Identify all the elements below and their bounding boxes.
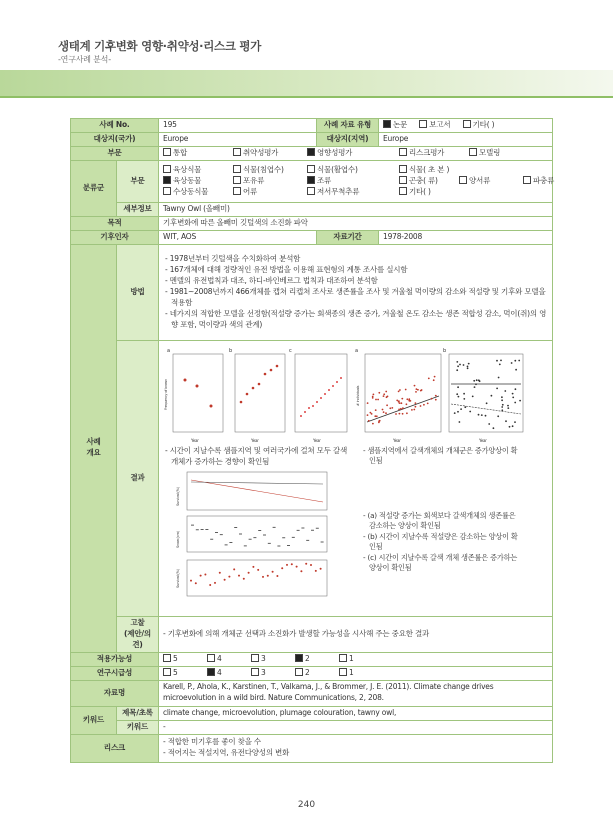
applicability-option[interactable]: 3 [251, 654, 295, 665]
point [372, 423, 374, 425]
survival-2-frame [187, 560, 327, 596]
dept-options [159, 147, 553, 161]
point [472, 396, 474, 398]
panel-big-a-frame [365, 354, 441, 432]
point [368, 420, 370, 422]
result-label: 결과 [117, 341, 159, 617]
class-option[interactable]: 포유류 [233, 176, 307, 187]
point [382, 409, 384, 411]
point [401, 398, 403, 400]
point [386, 396, 388, 398]
point [238, 574, 240, 576]
point [340, 377, 342, 379]
region-area-value: Europe [379, 133, 553, 147]
dept-option[interactable]: 모델링 [469, 148, 529, 159]
point [399, 389, 401, 391]
dept-option[interactable]: 통합 [163, 148, 233, 159]
period-label: 자료기간 [317, 231, 379, 245]
point [378, 392, 380, 394]
xlabel-year-b: Year [251, 438, 259, 443]
point [420, 390, 422, 392]
point [433, 379, 435, 381]
class-option[interactable]: 파충류 [523, 176, 583, 187]
ylabel-frequency: Frequency of brown [164, 379, 168, 410]
point [463, 393, 465, 395]
period-value: 1978-2008 [379, 231, 553, 245]
type-option[interactable]: 보고서 [419, 120, 450, 131]
panel-b-label: b [229, 348, 232, 354]
point [378, 422, 380, 424]
point [420, 405, 422, 407]
page-number: 240 [297, 800, 316, 810]
point [243, 578, 245, 580]
class-option[interactable]: 저서무척추류 [307, 187, 399, 198]
method-line: - 167개체에 대해 정량적인 유전 방법을 이용해 표현형의 계통 조사를 실시함 [165, 265, 408, 275]
point [308, 407, 310, 409]
survival-snow-figure [173, 468, 333, 600]
point [488, 423, 490, 425]
result-right-item: - (a) 적설량 증가는 회색보다 갈색개체의 생존률은 감소하는 양상이 확인됨 [363, 510, 516, 531]
point [434, 376, 436, 378]
panel-c-label: c [289, 348, 292, 354]
point [514, 360, 516, 362]
point [501, 396, 503, 398]
point [184, 379, 187, 382]
point [423, 404, 425, 406]
class-option[interactable]: 식물(활엽수) [307, 165, 399, 176]
reference-label: 자료명 [71, 680, 159, 706]
point [398, 409, 400, 411]
point [427, 403, 429, 405]
point [504, 390, 506, 392]
panel-big-b-frame [449, 354, 523, 432]
point [316, 401, 318, 403]
case-table [70, 118, 553, 763]
result-right-item: - (b) 시간이 지날수록 적설량은 감소하는 양상이 확인됨 [363, 531, 518, 552]
point [486, 402, 488, 404]
point [401, 402, 403, 404]
point [500, 360, 502, 362]
reference-value: Karell, P., Ahola, K., Karstinen, T., Valkama, J., & Brommer, J. E. (2011). Climate change drives microevolution in a wild bird. Nature Communications, 2, 208. [159, 680, 553, 706]
point [376, 415, 378, 417]
point [383, 395, 385, 397]
detail-value: Tawny Owl (올빼미) [159, 203, 553, 217]
point [336, 381, 338, 383]
region-area-label: 대상지(지역) [317, 133, 379, 147]
point [456, 361, 458, 363]
point [493, 427, 495, 429]
point [459, 421, 461, 423]
ylabel-survival-2: Survival (%) [176, 568, 180, 588]
point [371, 413, 373, 415]
point [305, 563, 307, 565]
point [435, 395, 437, 397]
point [373, 394, 375, 396]
point [514, 402, 516, 404]
point [496, 388, 498, 390]
point [270, 369, 273, 372]
class-option[interactable]: 식물(침엽수) [233, 165, 307, 176]
panel-big-b-label: b [443, 348, 446, 354]
point [501, 406, 503, 408]
point [502, 404, 504, 406]
point [497, 415, 499, 417]
purpose-label: 목적 [71, 217, 159, 231]
dept-option[interactable]: 영향성평가 [307, 148, 399, 159]
header-title: 생태계 기후변화 영향·취약성·리스크 평가 [58, 39, 261, 53]
point [512, 425, 514, 427]
point [457, 365, 459, 367]
point [248, 571, 250, 573]
brown-frequency-figure [163, 346, 349, 444]
point [464, 406, 466, 408]
point [367, 414, 369, 416]
point [408, 398, 410, 400]
urgency-option[interactable]: 1 [339, 668, 383, 679]
xlabel-year-a: Year [191, 438, 199, 443]
point [473, 380, 475, 382]
point [456, 369, 458, 371]
point [246, 393, 249, 396]
point [399, 413, 401, 415]
result-text-columns [163, 446, 548, 604]
point [515, 369, 517, 371]
point [209, 584, 211, 586]
point [219, 571, 221, 573]
method-list [159, 245, 553, 341]
point [505, 420, 507, 422]
case-no-value: 195 [159, 119, 317, 133]
point [385, 412, 387, 414]
point [468, 363, 470, 365]
method-line: - 네가지의 적합한 모델을 선정함(적설량 증가는 회색종의 생존 증가, 겨울철 온도 감소는 생존 적합성 감소, 먹이(쥐)의 영향 포함, 먹이량과 색의 관계) [165, 308, 547, 329]
keyword-title-label: 제목/초록 [117, 706, 159, 720]
point [519, 400, 521, 402]
urgency-option[interactable]: 5 [163, 668, 207, 679]
factor-label: 기후인자 [71, 231, 159, 245]
point [435, 399, 437, 401]
point [228, 575, 230, 577]
risk-value [159, 734, 553, 762]
point [190, 579, 192, 581]
panel-big-a-label: a [355, 348, 358, 354]
point [405, 389, 407, 391]
point [467, 367, 469, 369]
point [518, 360, 520, 362]
checkbox-icon [419, 120, 427, 128]
point [264, 373, 267, 376]
point [467, 366, 469, 368]
urgency-option[interactable]: 4 [207, 668, 251, 679]
class-option[interactable]: 식물( 초 본 ) [399, 165, 459, 176]
point [406, 403, 408, 405]
type-option[interactable]: 논문 [383, 120, 407, 131]
applicability-option[interactable]: 1 [339, 654, 383, 665]
point [300, 415, 302, 417]
point [377, 399, 379, 401]
point [501, 409, 503, 411]
point [481, 414, 483, 416]
point [501, 399, 503, 401]
classification-options [159, 161, 553, 203]
class-option[interactable]: 곤충( 류) [399, 176, 459, 187]
case-label: 사례 개요 [71, 245, 117, 653]
point [328, 389, 330, 391]
point [296, 565, 298, 567]
class-option[interactable]: 수상동식물 [163, 187, 233, 198]
checkbox-icon [383, 120, 391, 128]
discussion-value: - 기후변화에 의해 개체군 선택과 소진화가 발생할 가능성을 시사해 주는 중요한 결과 [159, 617, 553, 653]
case-type-options [379, 119, 553, 133]
point [272, 571, 274, 573]
point [375, 409, 377, 411]
point [224, 578, 226, 580]
point [196, 385, 199, 388]
panel-a-label: a [167, 348, 170, 354]
point [240, 401, 243, 404]
point [509, 426, 511, 428]
header-band [0, 70, 613, 96]
point [310, 564, 312, 566]
point [515, 388, 517, 390]
point [391, 407, 393, 409]
ylabel-survival-1: Survival (%) [176, 486, 180, 506]
point [512, 393, 514, 395]
applicability-options [159, 652, 553, 666]
point [276, 365, 279, 368]
point [258, 383, 261, 386]
point [262, 576, 264, 578]
point [389, 407, 391, 409]
urgency-options [159, 666, 553, 680]
point [204, 573, 206, 575]
method-line: - 1978년부터 깃털색을 수치화하여 분석함 [165, 254, 301, 264]
point [252, 566, 254, 568]
discussion-label: 고찰 (제안/의견) [117, 617, 159, 653]
point [511, 362, 513, 364]
header-subtitle: -연구사례 분석- [58, 55, 111, 64]
purpose-value: 기후변화에 따른 올빼미 깃털색의 소진화 파악 [159, 217, 553, 231]
keyword-label: 키워드 [71, 706, 117, 734]
point [414, 385, 416, 387]
point [304, 411, 306, 413]
point [428, 378, 430, 380]
point [415, 402, 417, 404]
point [454, 412, 456, 414]
point [406, 412, 408, 414]
point [395, 413, 397, 415]
region-country-value: Europe [159, 133, 317, 147]
point [383, 411, 385, 413]
point [367, 402, 369, 404]
region-country-label: 대상지(국가) [71, 133, 159, 147]
page-header [0, 0, 613, 98]
classification-sub-label: 부문 [117, 161, 159, 203]
point [478, 414, 480, 416]
point [200, 574, 202, 576]
point [400, 408, 402, 410]
point [469, 411, 471, 413]
point [291, 563, 293, 565]
classification-label: 분류군 [71, 161, 117, 217]
snow-frame [187, 516, 327, 552]
point [415, 391, 417, 393]
method-line: - 멘델의 유전법칙과 대조, 하디-바인베르그 법칙과 대조하여 분석함 [165, 276, 378, 286]
point [498, 377, 500, 379]
point [475, 383, 477, 385]
class-option[interactable]: 양서류 [459, 176, 523, 187]
xlabel-year-c: Year [313, 438, 321, 443]
point [252, 387, 255, 390]
applicability-option[interactable]: 5 [163, 654, 207, 665]
point [458, 396, 460, 398]
point [195, 582, 197, 584]
point [402, 413, 404, 415]
method-line: - 1981~2008년까지 466개체를 캡쳐 리캡쳐 조사로 생존률을 조사 및 겨울철 먹이량의 감소와 적설량 및 기후와 모델을 적용함 [165, 287, 546, 307]
point [214, 582, 216, 584]
xlabel-year-e: Year [479, 438, 487, 443]
point [478, 379, 480, 381]
point [496, 360, 498, 362]
point [459, 364, 461, 366]
class-option[interactable]: 어류 [233, 187, 307, 198]
panel-c-frame [295, 354, 347, 432]
result-right [361, 446, 521, 604]
header-band-line [0, 96, 613, 98]
point [398, 391, 400, 393]
figure-row [163, 343, 548, 444]
result-left-text: - 시간이 지날수록 샘플지역 및 여러국가에 걸쳐 모두 갈색 개체가 증가하는 경향이 확인됨 [165, 446, 348, 466]
point [463, 398, 465, 400]
point [332, 385, 334, 387]
type-option[interactable]: 기타( ) [463, 120, 495, 131]
point [406, 398, 408, 400]
applicability-option[interactable]: 2 [295, 654, 339, 665]
checkbox-icon [463, 120, 471, 128]
point [411, 409, 413, 411]
ylabel-individuals: # individuals [356, 385, 360, 406]
dept-label: 부문 [71, 147, 159, 161]
point [474, 386, 476, 388]
urgency-option[interactable]: 2 [295, 668, 339, 679]
point [485, 415, 487, 417]
detail-label: 세부정보 [117, 203, 159, 217]
urgency-label: 연구시급성 [71, 666, 159, 680]
point [507, 405, 509, 407]
point [257, 569, 259, 571]
point [281, 567, 283, 569]
point [210, 405, 213, 408]
keyword-title-value: climate change, microevolution, plumage colouration, tawny owl, [159, 706, 553, 720]
point [276, 575, 278, 577]
point [456, 393, 458, 395]
keyword-kw-value: - [159, 720, 553, 734]
xlabel-year-d: Year [393, 438, 401, 443]
factor-value: WIT, AOS [159, 231, 317, 245]
applicability-option[interactable]: 4 [207, 654, 251, 665]
point [457, 386, 459, 388]
method-label: 방법 [117, 245, 159, 341]
point [512, 397, 514, 399]
point [375, 399, 377, 401]
point [415, 406, 417, 408]
point [320, 397, 322, 399]
dept-option[interactable]: 취약성평가 [233, 148, 307, 159]
class-option[interactable]: 조류 [307, 176, 399, 187]
result-right-item: - (c) 시간이 지날수록 갈색 개체 생존률은 증가하는 양상이 확인됨 [363, 552, 518, 573]
keyword-kw-label: 키워드 [117, 720, 159, 734]
urgency-option[interactable]: 3 [251, 668, 295, 679]
point [267, 574, 269, 576]
risk-line: - 적합한 미기후를 좋이 찾을 수 [163, 737, 261, 747]
individuals-figure [355, 346, 525, 444]
class-option[interactable]: 육상식물 [163, 165, 233, 176]
point [413, 409, 415, 411]
risk-line: - 적어지는 적설지역, 유전다양성의 변화 [163, 748, 290, 758]
point [286, 564, 288, 566]
point [463, 364, 465, 366]
point [476, 379, 478, 381]
point [399, 402, 401, 404]
point [417, 389, 419, 391]
point [402, 407, 404, 409]
case-no-label: 사례 No. [71, 119, 159, 133]
applicability-label: 적용가능성 [71, 652, 159, 666]
class-option[interactable]: 육상동물 [163, 176, 233, 187]
point [233, 568, 235, 570]
result-cell [159, 341, 553, 617]
point [315, 570, 317, 572]
point [312, 405, 314, 407]
point [499, 364, 501, 366]
point [320, 568, 322, 570]
point [514, 421, 516, 423]
case-type-label: 사례 자료 유형 [317, 119, 379, 133]
point [457, 411, 459, 413]
risk-label: 리스크 [71, 734, 159, 762]
point [431, 398, 433, 400]
point [460, 408, 462, 410]
point [383, 393, 385, 395]
panel-a-frame [173, 354, 223, 432]
result-left [163, 446, 353, 604]
point [507, 407, 509, 409]
point [324, 393, 326, 395]
point [385, 391, 387, 393]
point [372, 396, 374, 398]
class-option[interactable]: 기타( ) [399, 187, 459, 198]
point [386, 404, 388, 406]
point [300, 570, 302, 572]
ylabel-snow: Snow (cm) [176, 530, 180, 548]
point [396, 400, 398, 402]
dept-option[interactable]: 리스크평가 [399, 148, 469, 159]
point [491, 395, 493, 397]
result-right-top: - 샘플지역에서 갈색개체의 개체군은 증가양상이 확인됨 [363, 446, 518, 466]
